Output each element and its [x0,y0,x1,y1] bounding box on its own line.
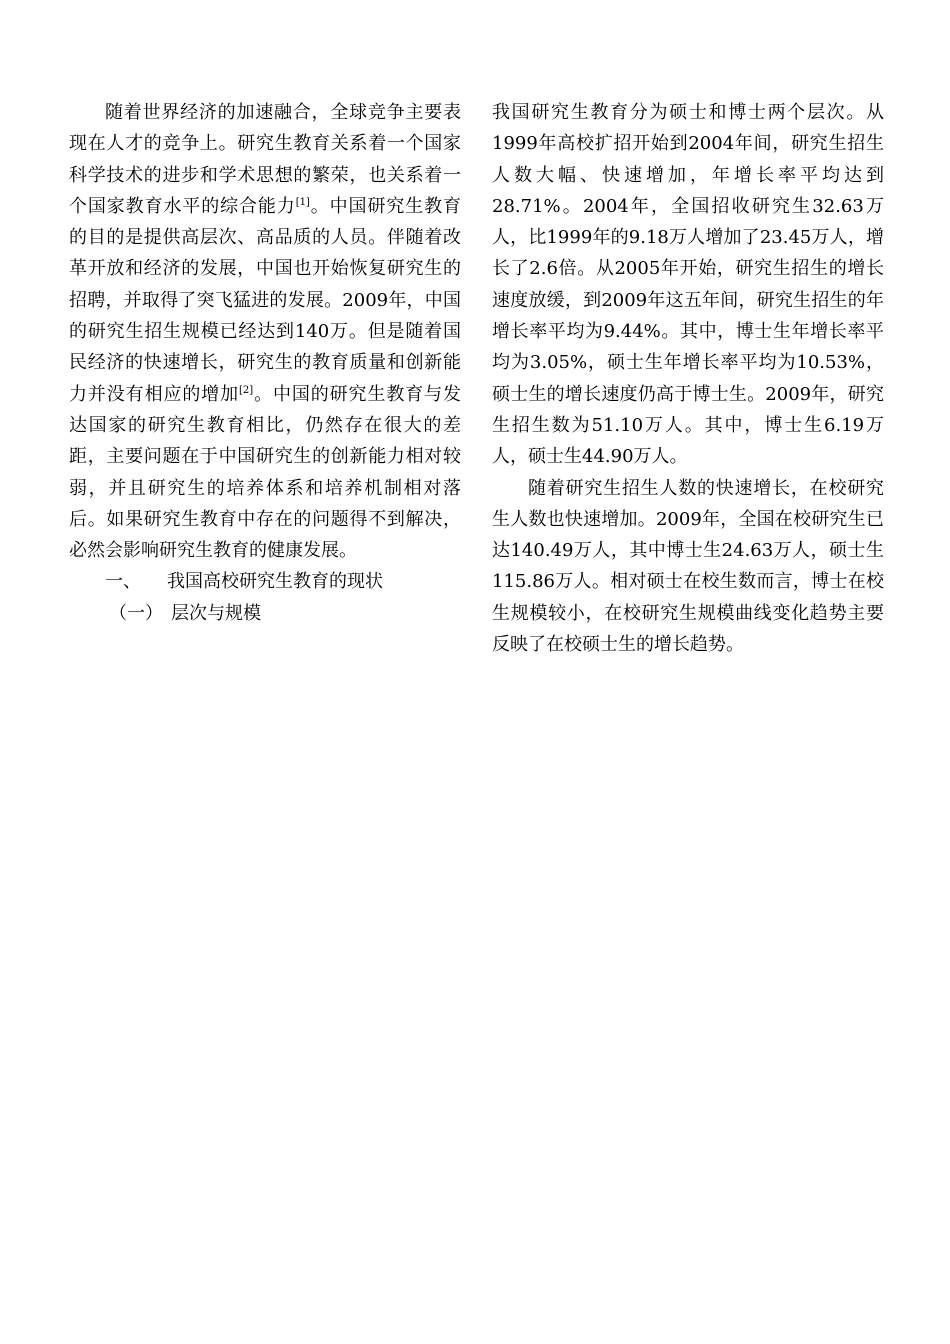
subsection-number: （一） [109,602,163,624]
subsection-title: 层次与规模 [171,602,261,624]
section-title: 我国高校研究生教育的现状 [167,571,383,593]
section-number: 一、 [105,571,141,593]
enrollment-paragraph: 随着研究生招生人数的快速增长，在校研究生人数也快速增加。2009年，全国在校研究生已达140.49万人，其中博士生24.63万人，硕士生115.86万人。相对硕士在校生数而言，博士在校生规模较小，在校研究生规模曲线变化趋势主要反映了在校硕士生的增长趋势。 [492,477,884,656]
subsection-heading [69,598,461,629]
intro-paragraph [69,97,461,566]
intro-text-part3: 。中国的研究生教育与发达国家的研究生教育相比，仍然存在很大的差距，主要问题在于中国研究生的创新能力相对较弱，并且研究生的培养体系和培养机制相对落后。如果研究生教育中存在的问题得不到解决，必然会影响研究生教育的健康发展。 [69,383,462,562]
left-column [69,97,461,629]
intro-text-part1: 随着世界经济的加速融合，全球竞争主要表现在人才的竞争上。研究生教育关系着一个国家科学技术的进步和学术思想的繁荣，也关系着一个国家教育水平的综合能力 [69,102,461,217]
scale-paragraph: 我国研究生教育分为硕士和博士两个层次。从1999年高校扩招开始到2004年间，研究生招生人数大幅、快速增加，年增长率平均达到28.71%。2004年，全国招收研究生32.63万人，比1999年的9.18万人增加了23.45万人，增长了2.6倍。从2005年开始，研究生招生的增长速度放缓，到2009年这五年间，研究生招生的年增长率平均为9.44%。其中，博士生年增长率平均为3.05%，硕士生年增长率平均为10.53%，硕士生的增长速度仍高于博士生。2009年，研究生招生数为51.10万人。其中，博士生6.19万人，硕士生44.90万人。 [492,102,884,468]
right-column [492,97,884,660]
citation-ref-2: [2] [239,384,254,396]
intro-text-part2: 。中国研究生教育的目的是提供高层次、高品质的人员。伴随着改革开放和经济的发展，中国也开始恢复研究生的招聘，并取得了突飞猛进的发展。2009年，中国的研究生招生规模已经达到140万。但是随着国民经济的快速增长，研究生的教育质量和创新能力并没有相应的增加 [69,195,462,405]
citation-ref-1: [1] [295,196,310,208]
section-heading [69,566,461,597]
